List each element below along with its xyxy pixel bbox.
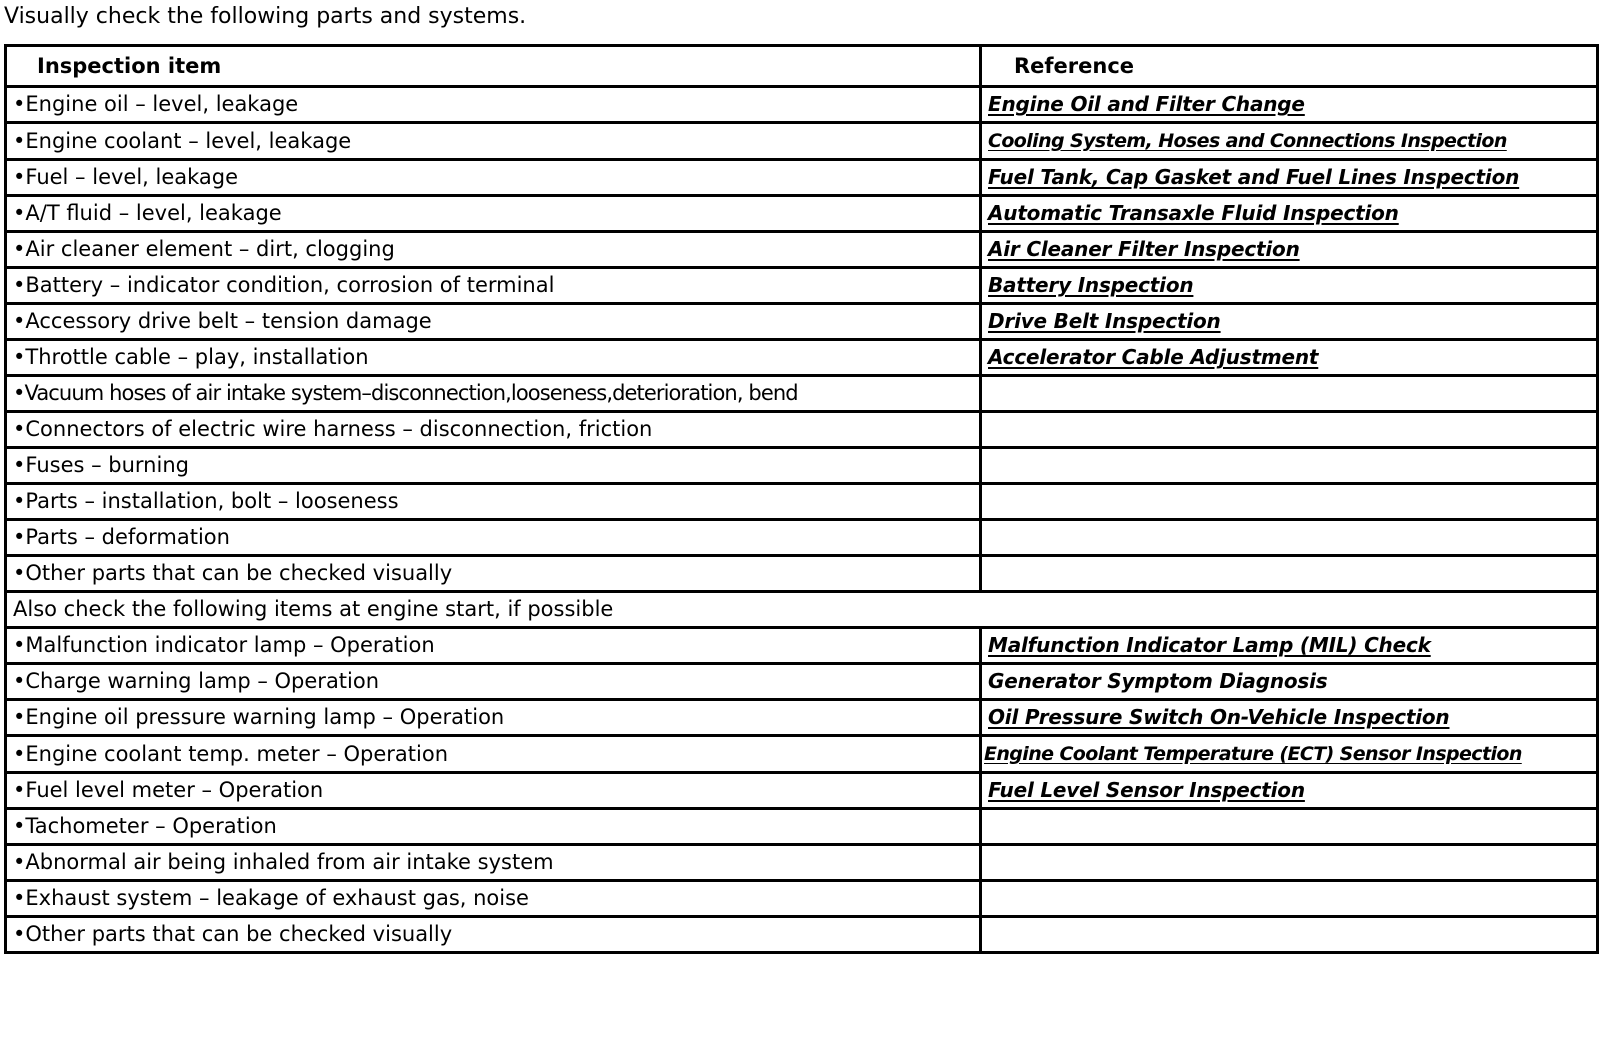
table-row <box>6 196 1598 232</box>
table-row <box>6 232 1598 268</box>
intro-text: Visually check the following parts and systems. <box>4 4 527 29</box>
inspection-item: •Other parts that can be checked visually <box>6 917 981 953</box>
reference-link[interactable]: Accelerator Cable Adjustment <box>988 345 1319 369</box>
reference-empty <box>981 520 1598 556</box>
inspection-item: •Accessory drive belt – tension damage <box>6 304 981 340</box>
inspection-item: •Connectors of electric wire harness – disconnection, friction <box>6 412 981 448</box>
table-row <box>6 160 1598 196</box>
inspection-item: •Parts – deformation <box>6 520 981 556</box>
reference-link[interactable]: Battery Inspection <box>988 273 1194 297</box>
inspection-item: •Engine oil – level, leakage <box>6 87 981 123</box>
table-row <box>6 881 1598 917</box>
subheading-row <box>6 592 1598 628</box>
table-row <box>6 773 1598 809</box>
table-row <box>6 556 1598 592</box>
table-row <box>6 917 1598 953</box>
inspection-item: •Fuses – burning <box>6 448 981 484</box>
inspection-item: •Battery – indicator condition, corrosion of terminal <box>6 268 981 304</box>
header-reference: Reference <box>981 46 1598 87</box>
table-row <box>6 809 1598 845</box>
reference-text: Generator Symptom Diagnosis <box>988 669 1328 693</box>
reference-empty <box>981 376 1598 412</box>
table-row <box>6 448 1598 484</box>
inspection-item: •Engine oil pressure warning lamp – Operation <box>6 700 981 736</box>
inspection-item: •Throttle cable – play, installation <box>6 340 981 376</box>
reference-empty <box>981 484 1598 520</box>
reference-empty <box>981 917 1598 953</box>
table-row <box>6 268 1598 304</box>
table-row <box>6 376 1598 412</box>
inspection-item: •Fuel – level, leakage <box>6 160 981 196</box>
reference-link[interactable]: Malfunction Indicator Lamp (MIL) Check <box>988 633 1431 657</box>
table-row <box>6 340 1598 376</box>
inspection-item: •Engine coolant temp. meter – Operation <box>6 736 981 773</box>
reference-empty <box>981 412 1598 448</box>
table-row <box>6 736 1598 773</box>
engine-start-subheading: Also check the following items at engine start, if possible <box>6 592 1598 628</box>
inspection-item: •Engine coolant – level, leakage <box>6 123 981 160</box>
table-row <box>6 412 1598 448</box>
inspection-item: •Abnormal air being inhaled from air intake system <box>6 845 981 881</box>
reference-link[interactable]: Automatic Transaxle Fluid Inspection <box>988 201 1399 225</box>
table-row <box>6 664 1598 700</box>
inspection-table <box>4 44 1599 954</box>
table-row <box>6 845 1598 881</box>
reference-link[interactable]: Oil Pressure Switch On-Vehicle Inspection <box>988 705 1450 729</box>
table-row <box>6 484 1598 520</box>
inspection-item: •Vacuum hoses of air intake system–disconnection,looseness,deterioration, bend <box>6 376 981 412</box>
table-row <box>6 87 1598 123</box>
table-row <box>6 123 1598 160</box>
reference-link[interactable]: Engine Oil and Filter Change <box>988 92 1305 116</box>
reference-link[interactable]: Fuel Tank, Cap Gasket and Fuel Lines Inspection <box>988 165 1520 189</box>
inspection-item: •Fuel level meter – Operation <box>6 773 981 809</box>
reference-link[interactable]: Fuel Level Sensor Inspection <box>988 778 1305 802</box>
header-inspection-item: Inspection item <box>6 46 981 87</box>
inspection-item: •Other parts that can be checked visually <box>6 556 981 592</box>
reference-empty <box>981 845 1598 881</box>
inspection-item: •Exhaust system – leakage of exhaust gas, noise <box>6 881 981 917</box>
inspection-item: •A/T fluid – level, leakage <box>6 196 981 232</box>
table-row <box>6 628 1598 664</box>
inspection-item: •Air cleaner element – dirt, clogging <box>6 232 981 268</box>
reference-link[interactable]: Drive Belt Inspection <box>988 309 1221 333</box>
reference-empty <box>981 448 1598 484</box>
inspection-item: •Tachometer – Operation <box>6 809 981 845</box>
reference-link[interactable]: Air Cleaner Filter Inspection <box>988 237 1300 261</box>
reference-link[interactable]: Engine Coolant Temperature (ECT) Sensor Inspection <box>984 743 1522 765</box>
inspection-item: •Parts – installation, bolt – looseness <box>6 484 981 520</box>
inspection-item: •Charge warning lamp – Operation <box>6 664 981 700</box>
reference-link[interactable]: Cooling System, Hoses and Connections Inspection <box>988 130 1507 152</box>
table-row <box>6 700 1598 736</box>
table-row <box>6 304 1598 340</box>
reference-empty <box>981 809 1598 845</box>
reference-empty <box>981 881 1598 917</box>
table-row <box>6 520 1598 556</box>
table-header-row <box>6 46 1598 87</box>
reference-empty <box>981 556 1598 592</box>
inspection-item: •Malfunction indicator lamp – Operation <box>6 628 981 664</box>
